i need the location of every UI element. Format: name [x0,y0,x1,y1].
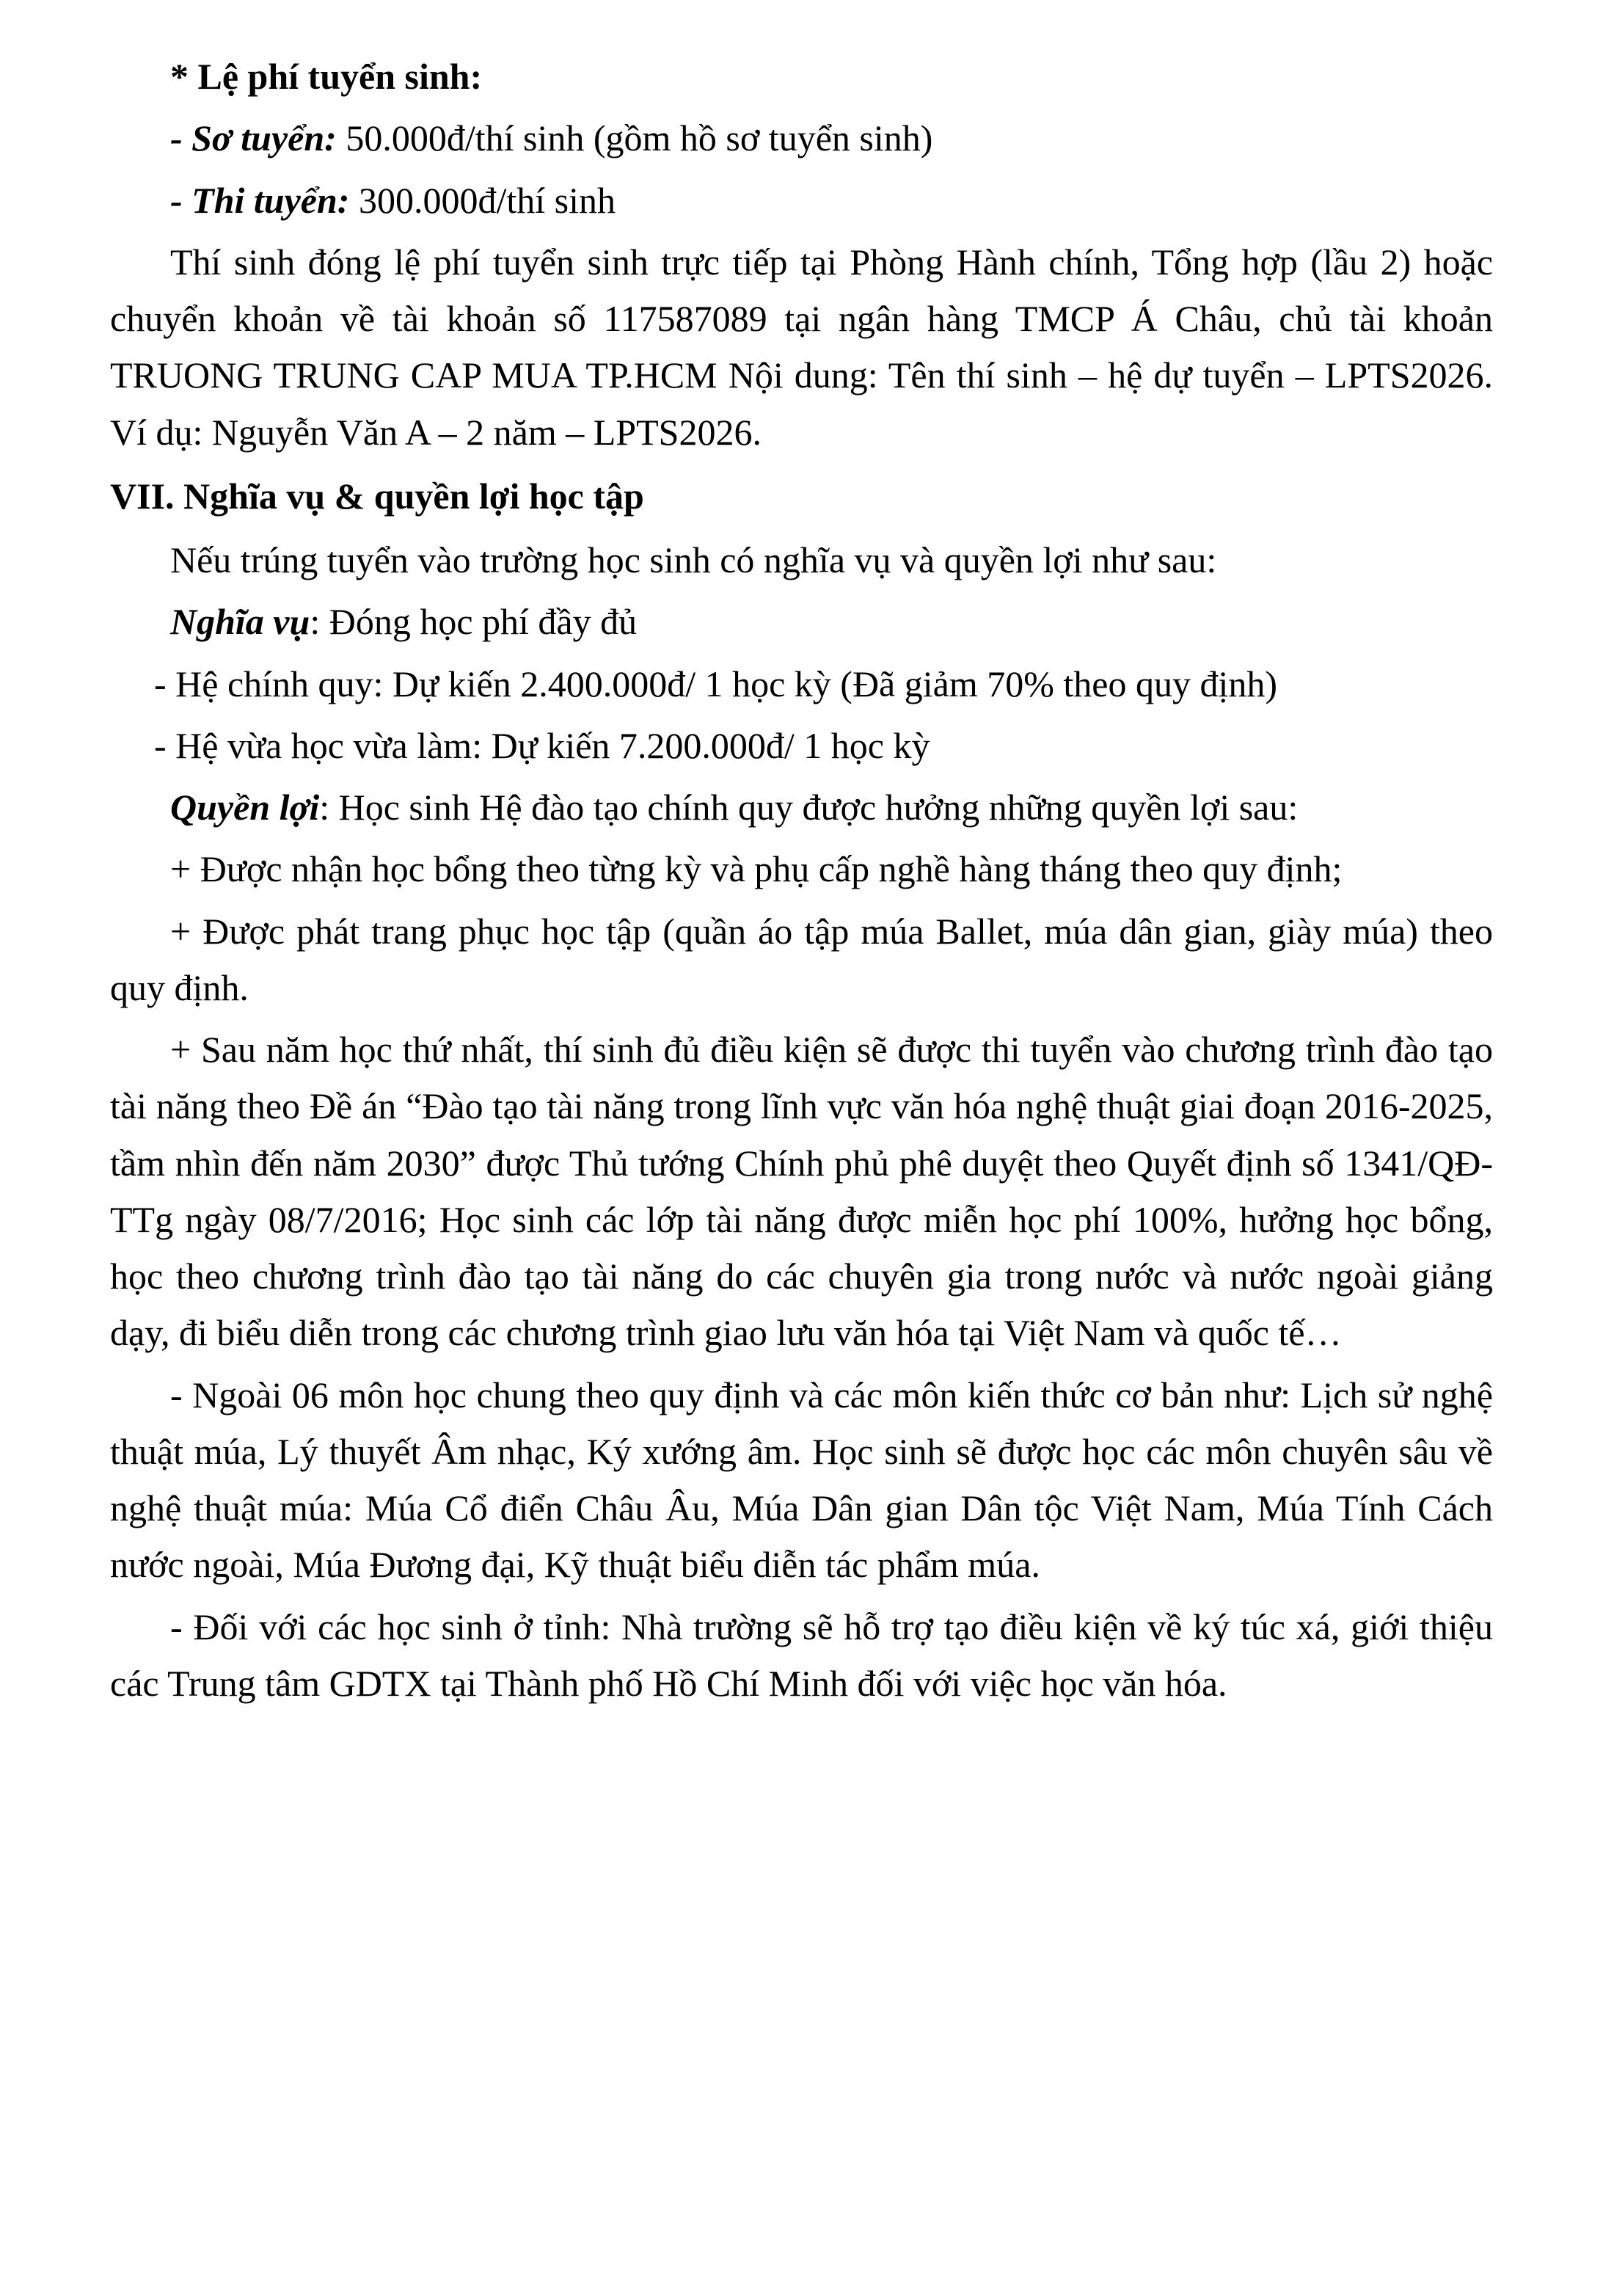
duty-label: Nghĩa vụ [170,601,310,643]
duty-text: : Đóng học phí đầy đủ [310,601,638,643]
payment-instructions-paragraph: Thí sinh đóng lệ phí tuyển sinh trực tiếp tại Phòng Hành chính, Tổng hợp (lầu 2) hoặc chuyển khoản về tài khoản số 117587089 tại ngân hàng TMCP Á Châu, chủ tài khoản TRUONG TRUNG CAP MUA TP.HCM Nội dung: Tên thí sinh – hệ dự tuyển – LPTS2026. Ví dụ: Nguyễn Văn A – 2 năm – LPTS2026. [110,241,1493,453]
fee-preliminary-value: 50.000đ/thí sinh (gồm hồ sơ tuyển sinh) [336,117,933,159]
fee-exam-label: - Thi tuyển: [170,179,350,221]
province-support-paragraph: - Đối với các học sinh ở tỉnh: Nhà trường sẽ hỗ trợ tạo điều kiện về ký túc xá, giới thiệu các Trung tâm GDTX tại Thành phố Hồ Chí Minh đối với việc học văn hóa. [110,1606,1493,1704]
fee-exam-line [110,172,1493,229]
tuition-fulltime-line: - Hệ chính quy: Dự kiến 2.400.000đ/ 1 học kỳ (Đã giảm 70% theo quy định) [154,663,1278,704]
fee-preliminary-line [110,110,1493,167]
fee-exam-value: 300.000đ/thí sinh [349,179,616,221]
right-uniform-paragraph: + Được phát trang phục học tập (quần áo tập múa Ballet, múa dân gian, giày múa) theo quy định. [110,910,1493,1008]
section-heading-vii: VII. Nghĩa vụ & quyền lợi học tập [110,475,644,517]
rights-line [110,779,1493,836]
duty-line [110,594,1493,650]
rights-intro-paragraph: Nếu trúng tuyển vào trường học sinh có nghĩa vụ và quyền lợi như sau: [170,539,1217,580]
document-body [110,48,1493,1712]
fee-section-title: * Lệ phí tuyển sinh: [170,56,483,97]
fee-preliminary-label: - Sơ tuyển: [170,117,337,159]
rights-label: Quyền lợi [170,787,320,828]
right-scholarship-line: + Được nhận học bổng theo từng kỳ và phụ cấp nghề hàng tháng theo quy định; [170,848,1343,890]
subjects-paragraph: - Ngoài 06 môn học chung theo quy định và các môn kiến thức cơ bản như: Lịch sử nghệ thuật múa, Lý thuyết Âm nhạc, Ký xướng âm. Học sinh sẽ được học các môn chuyên sâu về nghệ thuật múa: Múa Cổ điển Châu Âu, Múa Dân gian Dân tộc Việt Nam, Múa Tính Cách nước ngoài, Múa Đương đại, Kỹ thuật biểu diễn tác phẩm múa. [110,1374,1493,1586]
rights-text: : Học sinh Hệ đào tạo chính quy được hưởng những quyền lợi sau: [319,787,1299,828]
tuition-parttime-line: - Hệ vừa học vừa làm: Dự kiến 7.200.000đ/ 1 học kỳ [154,724,930,766]
right-talent-program-paragraph: + Sau năm học thứ nhất, thí sinh đủ điều kiện sẽ được thi tuyển vào chương trình đào tạo tài năng theo Đề án “Đào tạo tài năng trong lĩnh vực văn hóa nghệ thuật giai đoạn 2016-2025, tầm nhìn đến năm 2030” được Thủ tướng Chính phủ phê duyệt theo Quyết định số 1341/QĐ-TTg ngày 08/7/2016; Học sinh các lớp tài năng được miễn học phí 100%, hưởng học bổng, học theo chương trình đào tạo tài năng do các chuyên gia trong nước và nước ngoài giảng dạy, đi biểu diễn trong các chương trình giao lưu văn hóa tại Việt Nam và quốc tế… [110,1029,1493,1354]
